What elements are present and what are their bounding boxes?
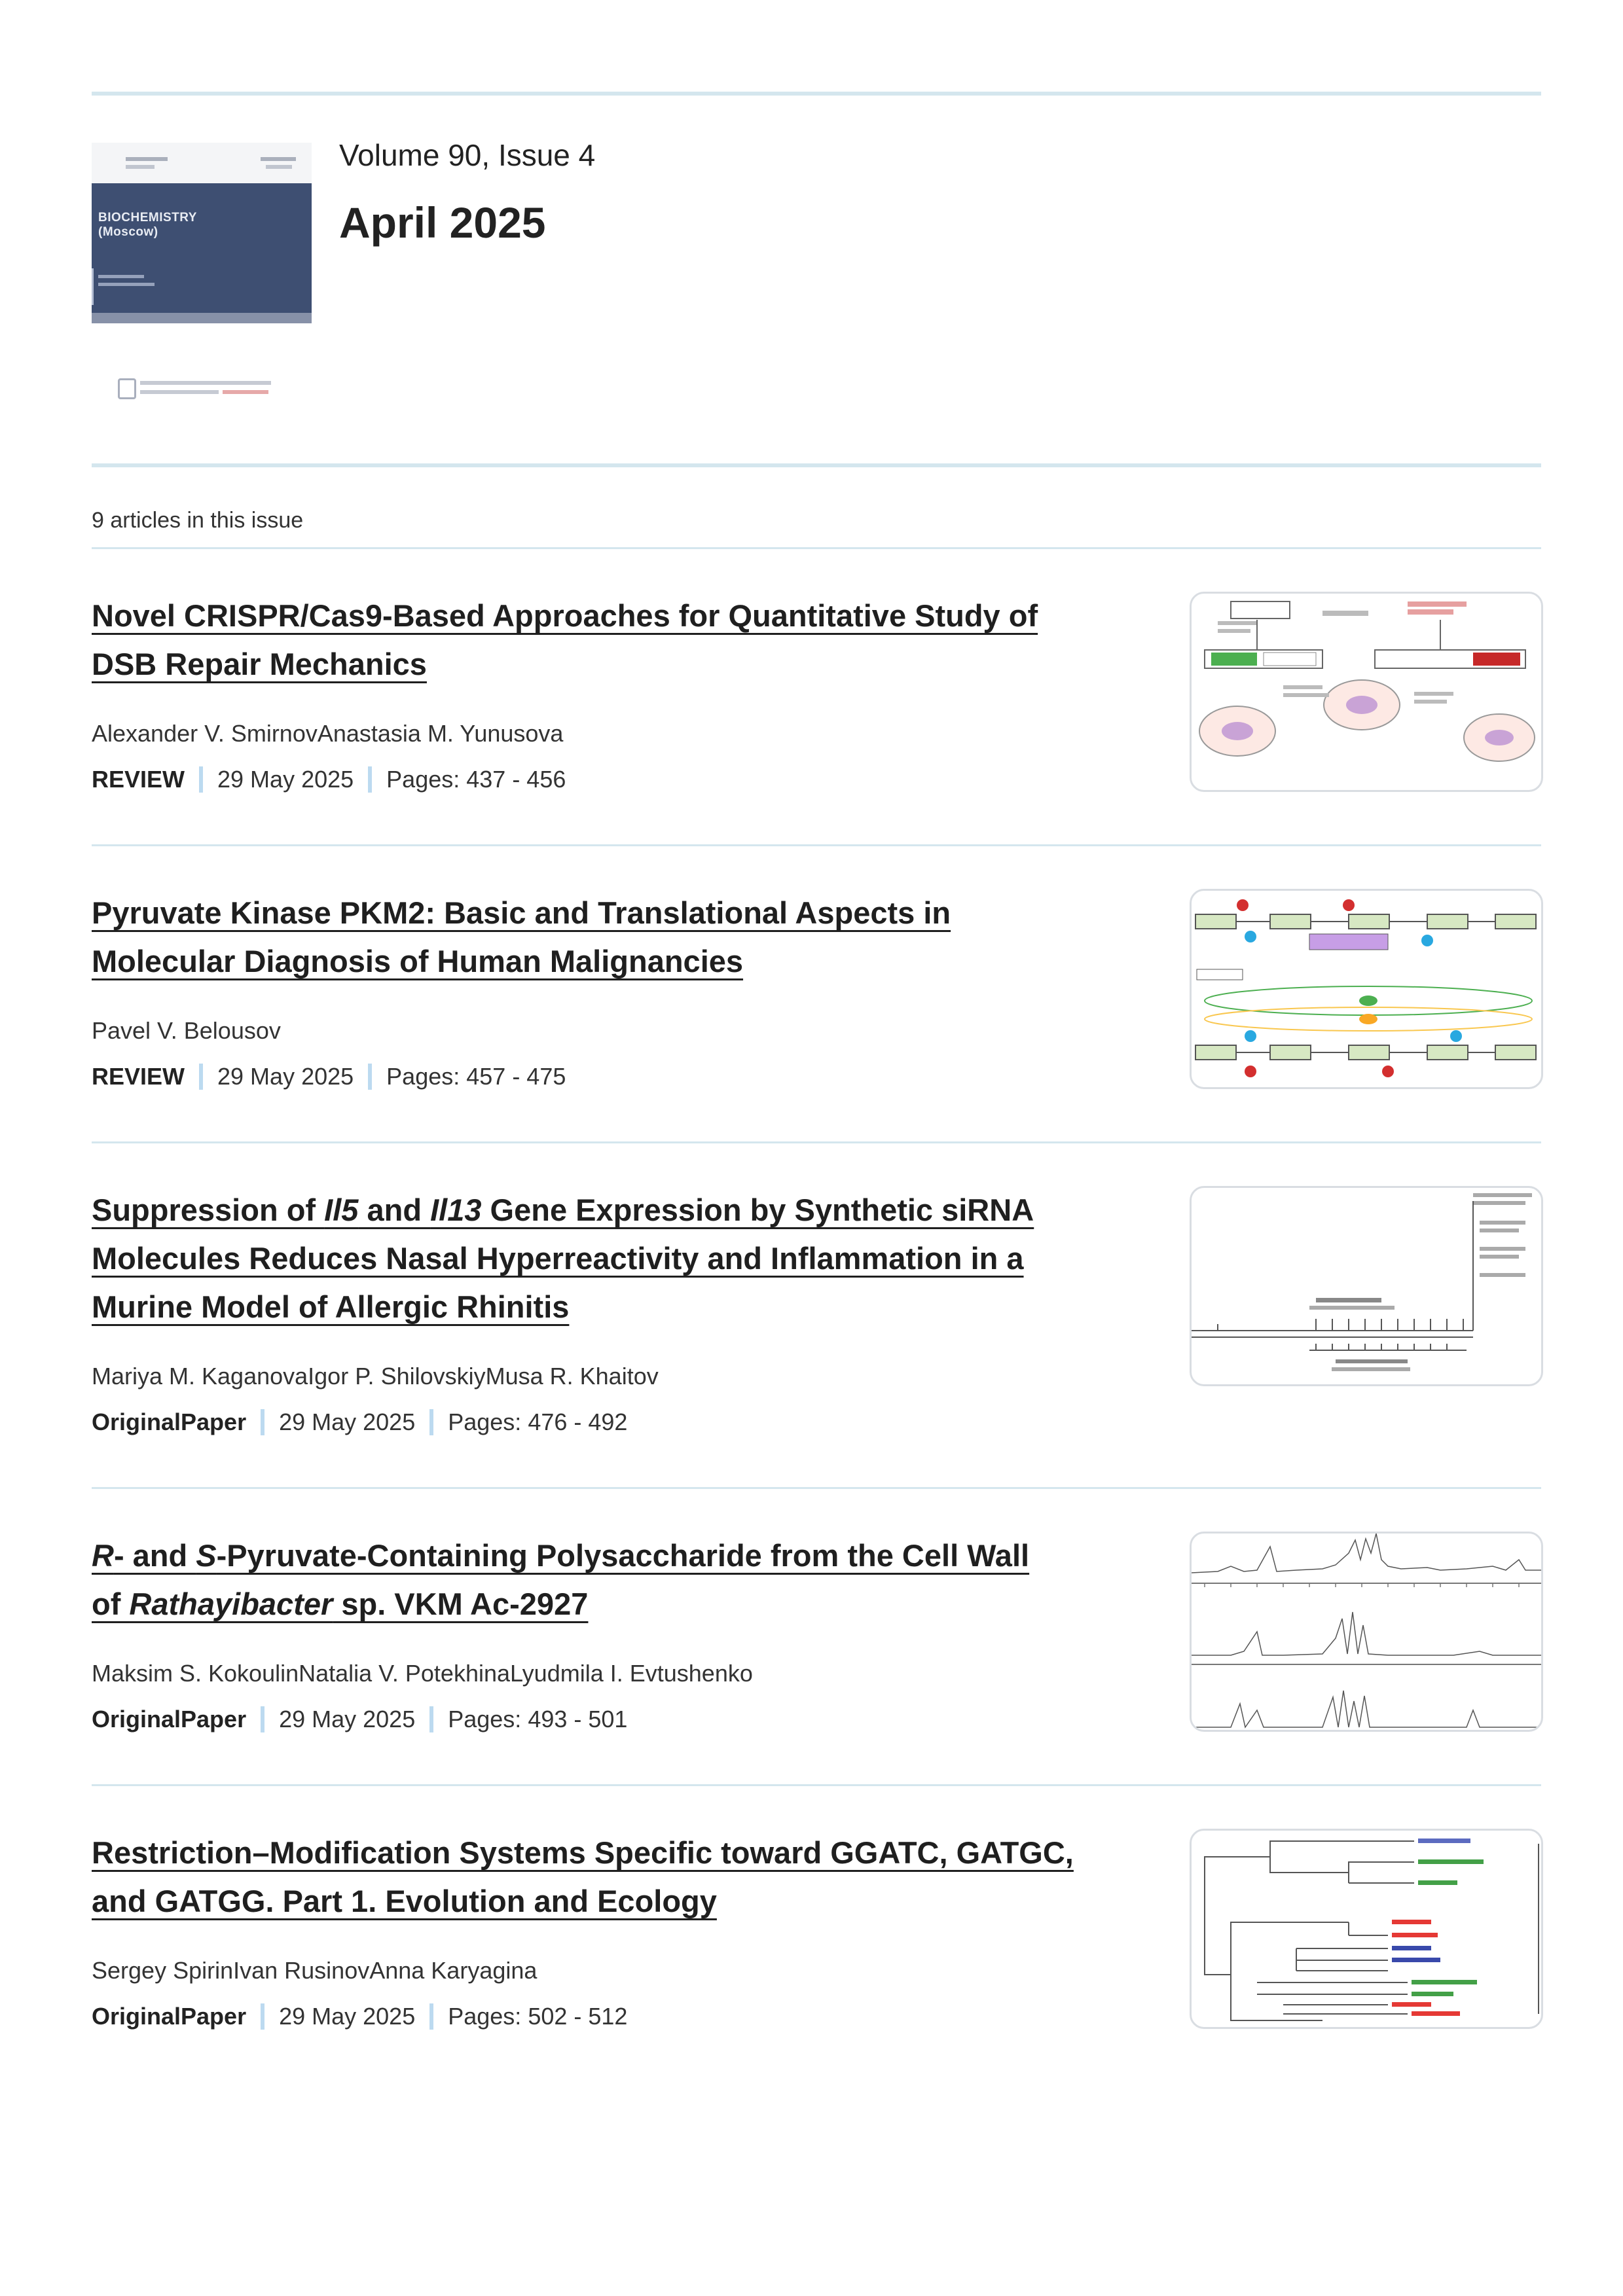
article-type: REVIEW (92, 1063, 185, 1090)
article-meta (92, 1063, 566, 1090)
article-title-link[interactable]: Novel CRISPR/Cas9-Based Approaches for Quantitative Study of DSB Repair Mechanics (92, 598, 1038, 681)
article-title-link[interactable]: Pyruvate Kinase PKM2: Basic and Translational Aspects in Molecular Diagnosis of Human Malignancies (92, 895, 951, 978)
article-date: 29 May 2025 (279, 1408, 416, 1435)
article-meta (92, 2003, 627, 2030)
article-meta (92, 766, 566, 793)
cover-journal-subtitle: (Moscow) (98, 225, 158, 239)
cover-journal-name: BIOCHEMISTRY (98, 211, 197, 224)
article-divider (92, 844, 1541, 846)
article-authors: Mariya M. KaganovaIgor P. ShilovskiyMusa R. Khaitov (92, 1363, 659, 1390)
article-date: 29 May 2025 (217, 766, 354, 793)
article-date: 29 May 2025 (217, 1063, 354, 1090)
article-authors: Maksim S. KokoulinNatalia V. PotekhinaLyudmila I. Evtushenko (92, 1660, 753, 1687)
article-type: OriginalPaper (92, 1706, 247, 1732)
article-thumbnail[interactable] (1190, 1532, 1543, 1732)
issue-volume: Volume 90, Issue 4 (339, 138, 596, 172)
article-thumbnail[interactable] (1190, 1186, 1543, 1386)
meta-separator (261, 1409, 264, 1435)
article-authors: Sergey SpirinIvan RusinovAnna Karyagina (92, 1957, 538, 1984)
issue-date: April 2025 (339, 198, 546, 247)
article-divider (92, 1784, 1541, 1786)
article-title-link[interactable]: Restriction–Modification Systems Specific toward GGATC, GATGC, and GATGG. Part 1. Evolution and Ecology (92, 1835, 1074, 1918)
article-thumbnail[interactable] (1190, 1829, 1543, 2029)
article-divider (92, 1141, 1541, 1143)
meta-separator (261, 1706, 264, 1732)
meta-separator (199, 1064, 203, 1090)
article-meta (92, 1408, 627, 1436)
article-pages: Pages: 437 - 456 (386, 766, 566, 793)
article-type: REVIEW (92, 766, 185, 793)
meta-separator (261, 2003, 264, 2030)
meta-separator (429, 2003, 433, 2030)
meta-separator (368, 766, 372, 793)
article-pages: Pages: 457 - 475 (386, 1063, 566, 1090)
article-pages: Pages: 476 - 492 (448, 1408, 628, 1435)
article-meta (92, 1706, 627, 1733)
article-authors: Alexander V. SmirnovAnastasia M. Yunusova (92, 720, 564, 747)
article-count: 9 articles in this issue (92, 508, 304, 533)
list-top-rule (92, 547, 1541, 549)
meta-separator (368, 1064, 372, 1090)
article-date: 29 May 2025 (279, 1706, 416, 1732)
header-bottom-rule (92, 463, 1541, 467)
meta-separator (199, 766, 203, 793)
article-divider (92, 1487, 1541, 1489)
article-title-link[interactable]: R- and S-Pyruvate-Containing Polysaccharide from the Cell Wall of Rathayibacter sp. VKM Ac-2927 (92, 1538, 1030, 1621)
article-title-link[interactable]: Suppression of Il5 and Il13 Gene Expression by Synthetic siRNA Molecules Reduces Nasal Hyperreactivity and Inflammation in a Murine Model of Allergic Rhinitis (92, 1193, 1034, 1324)
meta-separator (429, 1409, 433, 1435)
publisher-logo (118, 376, 288, 402)
meta-separator (429, 1706, 433, 1732)
article-authors: Pavel V. Belousov (92, 1017, 281, 1044)
header-top-rule (92, 92, 1541, 96)
article-pages: Pages: 493 - 501 (448, 1706, 628, 1732)
article-date: 29 May 2025 (279, 2003, 416, 2030)
article-type: OriginalPaper (92, 2003, 247, 2030)
article-thumbnail[interactable] (1190, 889, 1543, 1089)
journal-cover-image[interactable] (92, 143, 312, 424)
article-thumbnail[interactable] (1190, 592, 1543, 792)
article-pages: Pages: 502 - 512 (448, 2003, 628, 2030)
article-type: OriginalPaper (92, 1408, 247, 1435)
